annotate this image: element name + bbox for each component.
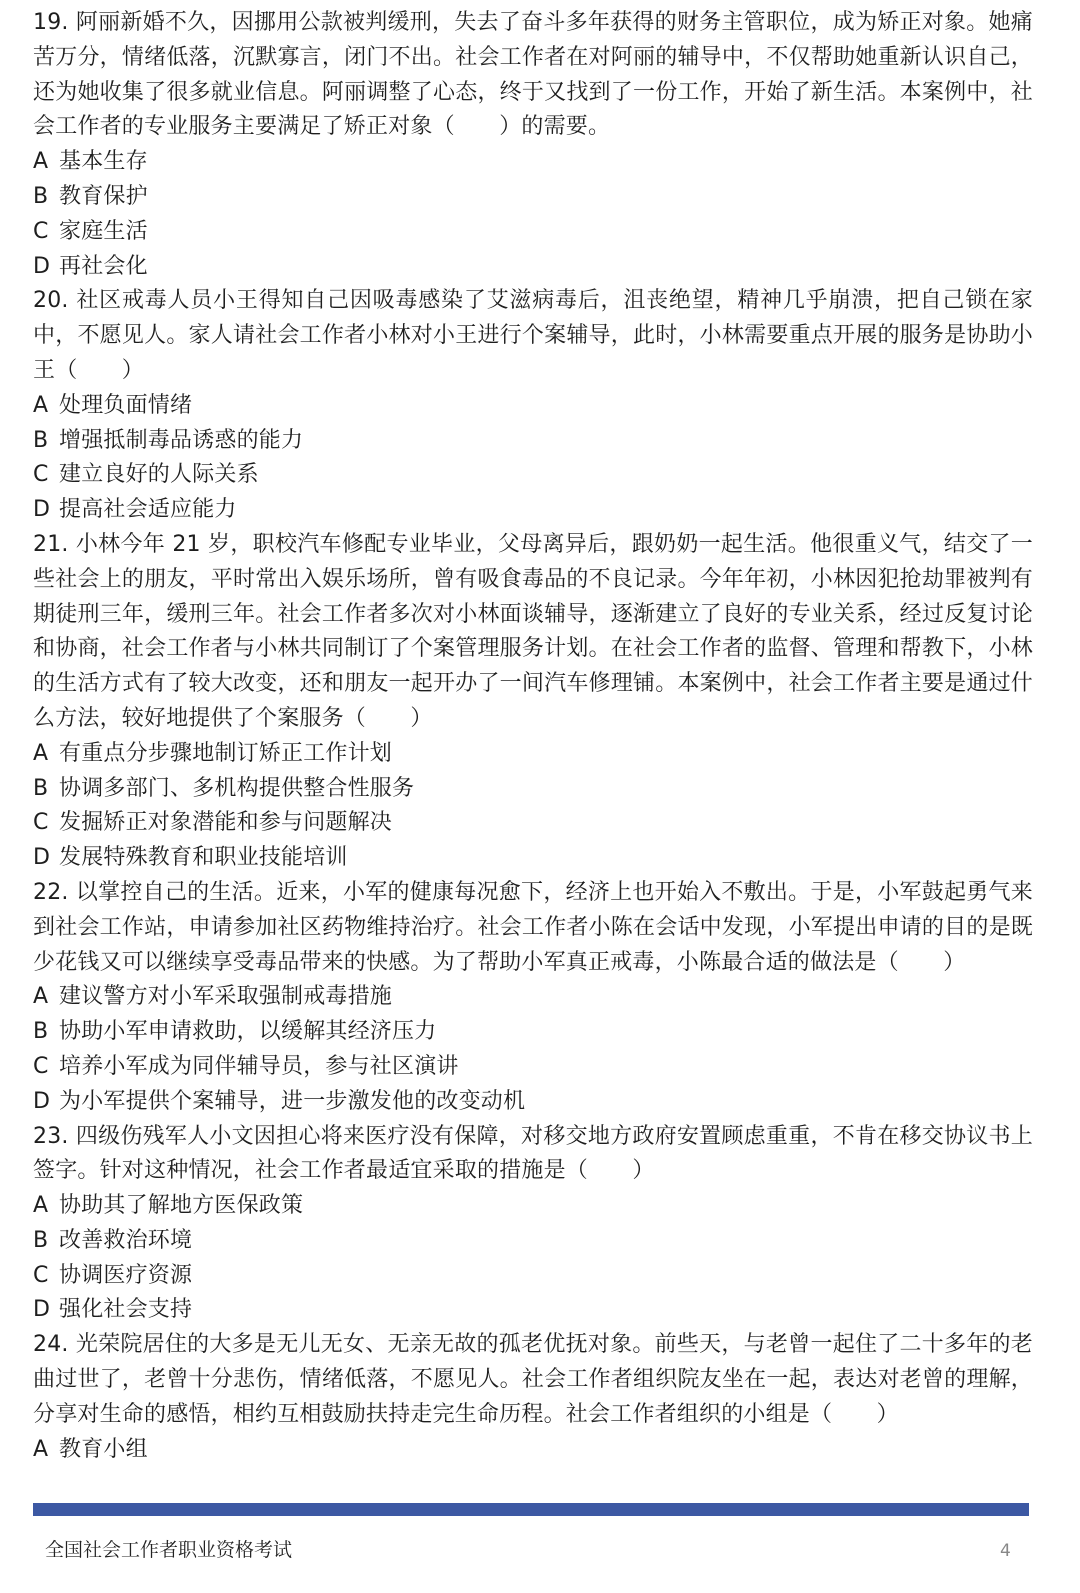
- option-letter: B: [33, 427, 49, 453]
- option-b: [33, 424, 1033, 459]
- option-text: 协调医疗资源: [59, 1262, 193, 1288]
- option-text: 家庭生活: [59, 218, 148, 244]
- option-letter: D: [33, 253, 51, 279]
- question-21: [33, 528, 1033, 876]
- option-text: 增强抵制毒品诱惑的能力: [59, 427, 304, 453]
- question-text: 19. 阿丽新婚不久，因挪用公款被判缓刑，失去了奋斗多年获得的财务主管职位，成为矫正对象。她痛苦万分，情绪低落，沉默寡言，闭门不出。社会工作者在对阿丽的辅导中，不仅帮助她重新认识自己，还为她收集了很多就业信息。阿丽调整了心态，终于又找到了一份工作，开始了新生活。本案例中，社会工作者的专业服务主要满足了矫正对象（ ）的需要。: [33, 10, 1033, 140]
- option-letter: D: [33, 1088, 51, 1114]
- question-23: [33, 1120, 1033, 1329]
- question-text: 23. 四级伤残军人小文因担心将来医疗没有保障，对移交地方政府安置顾虑重重，不肯在移交协议书上签字。针对这种情况，社会工作者最适宜采取的措施是（ ）: [33, 1123, 1033, 1184]
- option-text: 建议警方对小军采取强制戒毒措施: [59, 984, 393, 1010]
- option-text: 再社会化: [59, 253, 148, 279]
- option-letter: C: [33, 462, 49, 488]
- option-text: 协助其了解地方医保政策: [59, 1193, 304, 1219]
- question-text: 22. 以掌控自己的生活。近来，小军的健康每况愈下，经济上也开始入不敷出。于是，小军鼓起勇气来到社会工作站，申请参加社区药物维持治疗。社会工作者小陈在会话中发现，小军提出申请的目的是既少花钱又可以继续享受毒品带来的快感。为了帮助小军真正戒毒，小陈最合适的做法是（ ）: [33, 879, 1033, 975]
- option-text: 处理负面情绪: [59, 392, 193, 418]
- footer-divider-bar: [33, 1503, 1029, 1516]
- option-letter: D: [33, 1297, 51, 1323]
- option-d: [33, 493, 1033, 528]
- footer-title: 全国社会工作者职业资格考试: [45, 1539, 293, 1561]
- option-letter: C: [33, 1262, 49, 1288]
- option-text: 建立良好的人际关系: [59, 462, 259, 488]
- option-c: [33, 1050, 1033, 1085]
- option-letter: D: [33, 845, 51, 871]
- option-text: 发掘矫正对象潜能和参与问题解决: [59, 810, 393, 836]
- option-letter: A: [33, 984, 49, 1010]
- option-b: [33, 1224, 1033, 1259]
- option-text: 为小军提供个案辅导，进一步激发他的改变动机: [59, 1088, 526, 1114]
- option-letter: A: [33, 740, 49, 766]
- question-text: 24. 光荣院居住的大多是无儿无女、无亲无故的孤老优抚对象。前些天，与老曾一起住了二十多年的老曲过世了，老曾十分悲伤，情绪低落，不愿见人。社会工作者组织院友坐在一起，表达对老曾的理解，分享对生命的感悟，相约互相鼓励扶持走完生命历程。社会工作者组织的小组是（ ）: [33, 1332, 1033, 1427]
- option-c: [33, 458, 1033, 493]
- option-text: 有重点分步骤地制订矫正工作计划: [59, 740, 393, 766]
- option-text: 协助小军申请救助，以缓解其经济压力: [59, 1019, 437, 1045]
- option-b: [33, 772, 1033, 807]
- option-text: 教育小组: [59, 1436, 148, 1462]
- option-a: [33, 145, 1033, 180]
- option-letter: C: [33, 810, 49, 836]
- option-letter: B: [33, 775, 49, 801]
- question-24: [33, 1328, 1033, 1467]
- option-a: [33, 1433, 1033, 1468]
- option-c: [33, 806, 1033, 841]
- question-22: [33, 876, 1033, 1120]
- option-letter: C: [33, 1053, 49, 1079]
- page-number: 4: [1000, 1541, 1011, 1561]
- option-text: 基本生存: [59, 149, 148, 175]
- option-c: [33, 1259, 1033, 1294]
- option-letter: D: [33, 497, 51, 523]
- option-letter: B: [33, 183, 49, 209]
- question-text: 20. 社区戒毒人员小王得知自己因吸毒感染了艾滋病毒后，沮丧绝望，精神几乎崩溃，把自己锁在家中，不愿见人。家人请社会工作者小林对小王进行个案辅导，此时，小林需要重点开展的服务是协助小王（ ）: [33, 288, 1033, 383]
- option-a: [33, 980, 1033, 1015]
- option-d: [33, 841, 1033, 876]
- question-20: [33, 284, 1033, 528]
- option-letter: A: [33, 1193, 49, 1219]
- option-text: 协调多部门、多机构提供整合性服务: [59, 775, 415, 801]
- option-letter: A: [33, 1436, 49, 1462]
- option-c: [33, 215, 1033, 250]
- option-b: [33, 1015, 1033, 1050]
- option-letter: B: [33, 1227, 49, 1253]
- option-letter: C: [33, 218, 49, 244]
- question-list: [33, 6, 1033, 1467]
- option-d: [33, 1085, 1033, 1120]
- option-a: [33, 1189, 1033, 1224]
- option-text: 改善救治环境: [59, 1227, 193, 1253]
- option-text: 培养小军成为同伴辅导员，参与社区演讲: [59, 1053, 459, 1079]
- option-letter: A: [33, 392, 49, 418]
- option-text: 强化社会支持: [59, 1297, 193, 1323]
- option-b: [33, 180, 1033, 215]
- option-letter: B: [33, 1019, 49, 1045]
- option-text: 发展特殊教育和职业技能培训: [59, 845, 348, 871]
- question-19: [33, 6, 1033, 284]
- question-text: 21. 小林今年 21 岁，职校汽车修配专业毕业，父母离异后，跟奶奶一起生活。他很重义气，结交了一些社会上的朋友，平时常出入娱乐场所，曾有吸食毒品的不良记录。今年年初，小林因犯抢劫罪被判有期徒刑三年，缓刑三年。社会工作者多次对小林面谈辅导，逐渐建立了良好的专业关系，经过反复讨论和协商，社会工作者与小林共同制订了个案管理服务计划。在社会工作者的监督、管理和帮教下，小林的生活方式有了较大改变，还和朋友一起开办了一间汽车修理铺。本案例中，社会工作者主要是通过什么方法，较好地提供了个案服务（ ）: [33, 531, 1033, 731]
- option-d: [33, 250, 1033, 285]
- option-a: [33, 737, 1033, 772]
- option-a: [33, 389, 1033, 424]
- option-letter: A: [33, 149, 49, 175]
- option-d: [33, 1293, 1033, 1328]
- option-text: 教育保护: [59, 183, 148, 209]
- option-text: 提高社会适应能力: [59, 497, 237, 523]
